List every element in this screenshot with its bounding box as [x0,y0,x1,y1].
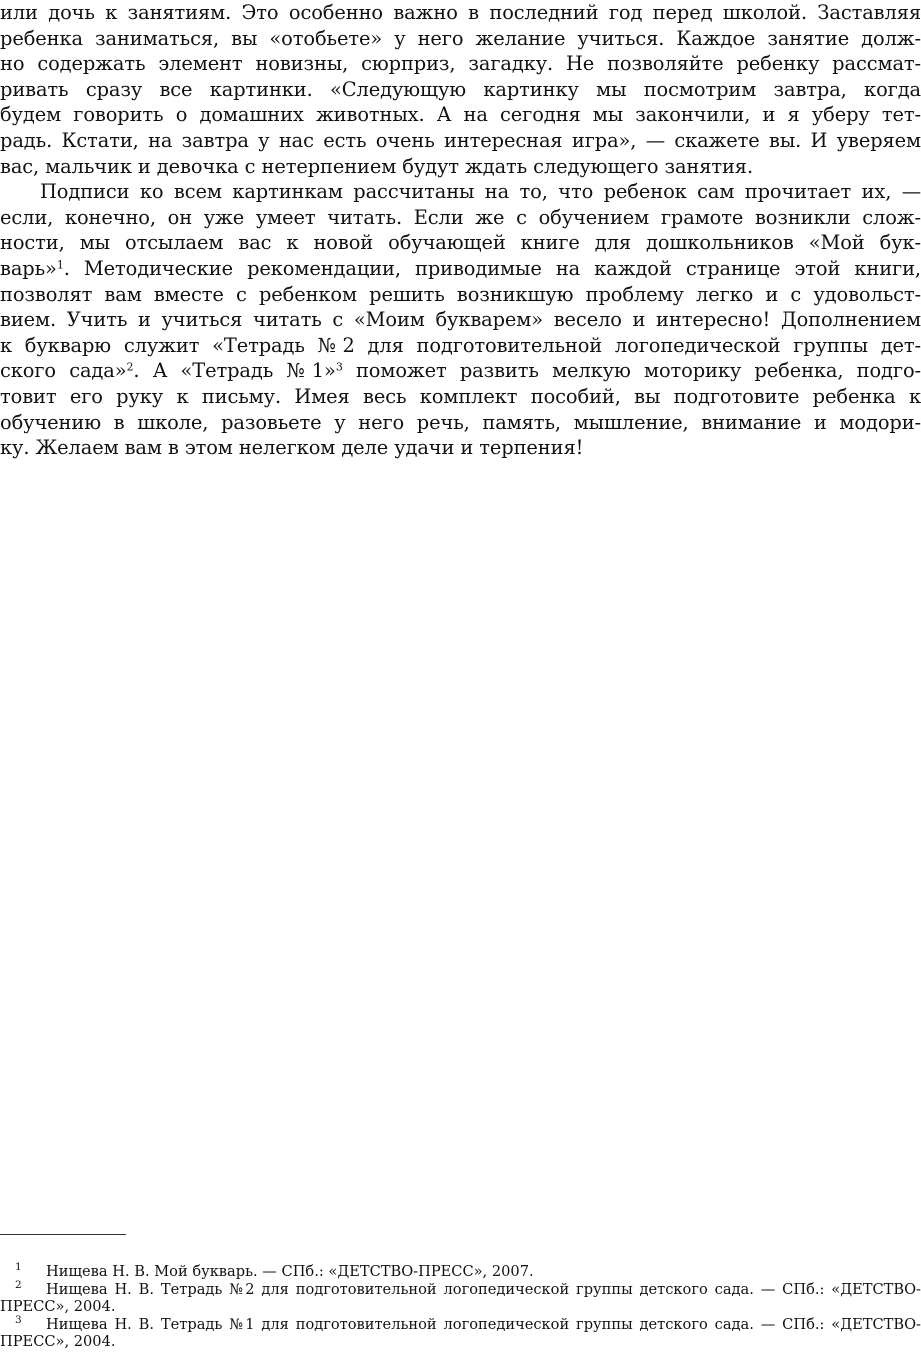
text-line: позволят вам вместе с ребенком решить возникшую проблему легко и с удовольст- [0,282,921,306]
paragraph-2 [0,179,921,461]
text-line: но содержать элемент новизны, сюрприз, загадку. Не позволяйте ребенку рассмат- [0,52,921,76]
text-fragment: поможет развить мелкую моторику ребенка, подго- [342,359,921,383]
footnotes [0,1263,921,1351]
text-fragment: ского сада» [0,359,127,383]
text-line: Подписи ко всем картинкам рассчитаны на то, что ребенок сам прочитает их, — [40,180,921,204]
text-fragment: варь» [0,256,57,280]
text-line: ребенка заниматься, вы «отобьете» у него желание учиться. Каждое занятие долж- [0,26,921,50]
footnote-number: 1 [15,1261,22,1273]
text-line: или дочь к занятиям. Это особенно важно в последний год перед школой. Заставляя [0,1,921,24]
footnote-text: Нищева Н. В. Мой букварь. — СПб.: «ДЕТСТВО-ПРЕСС», 2007. [46,1263,534,1280]
footnote-ref-3[interactable]: 3 [335,360,343,374]
text-line: если, конечно, он уже умеет читать. Если же с обучением грамоте возникли слож- [0,205,921,229]
text-fragment: . Методические рекомендации, приводимые на каждой странице этой книги, [63,256,921,280]
footnote-number: 2 [15,1278,22,1291]
paragraph-1 [0,0,921,179]
footnote-ref-2[interactable]: 2 [126,360,134,374]
footnote-text: Нищева Н. В. Тетрадь №2 для подготовительной логопедической группы детского сада. — СПб.: «ДЕТСТВО- [46,1280,921,1298]
text-line: ности, мы отсылаем вас к новой обучающей книге для дошкольников «Мой бук- [0,231,921,255]
text-fragment: . А «Тетрадь №1» [133,359,336,383]
footnote-divider [0,1234,126,1235]
text-line: вас, мальчик и девочка с нетерпением будут ждать следующего занятия. [0,154,754,178]
footnote-text: Нищева Н. В. Тетрадь №1 для подготовительной логопедической группы детского сада. — СПб.: «ДЕТСТВО- [46,1315,921,1333]
text-line: вием. Учить и учиться читать с «Моим букварем» весело и интересно! Дополнением [0,308,921,332]
text-line: ривать сразу все картинки. «Следующую картинку мы посмотрим завтра, когда [0,77,921,101]
text-line: радь. Кстати, на завтра у нас есть очень интересная игра», — скажете вы. И уверяем [0,128,921,152]
text-line: обучению в школе, разовьете у него речь, память, мышление, внимание и модори- [0,410,921,434]
footnote-2 [0,1278,921,1316]
body-text [0,0,921,461]
text-line: к букварю служит «Тетрадь №2 для подготовительной логопедической группы дет- [0,333,921,357]
footnote-number: 3 [15,1313,22,1326]
footnote-3 [0,1313,921,1351]
text-line [0,256,921,282]
text-line: товит его руку к письму. Имея весь комплект пособий, вы подготовите ребенка к [0,384,921,408]
footnote-text-continued: ПРЕСС», 2004. [0,1333,116,1351]
text-line: будем говорить о домашних животных. А на сегодня мы закончили, и я уберу тет- [0,103,921,127]
footnote-ref-1[interactable]: 1 [56,258,64,272]
text-line: ку. Желаем вам в этом нелегком деле удачи и терпения! [0,436,584,460]
footnote-text-continued: ПРЕСС», 2004. [0,1298,116,1316]
text-line [0,358,921,384]
footnote-1 [0,1263,921,1281]
